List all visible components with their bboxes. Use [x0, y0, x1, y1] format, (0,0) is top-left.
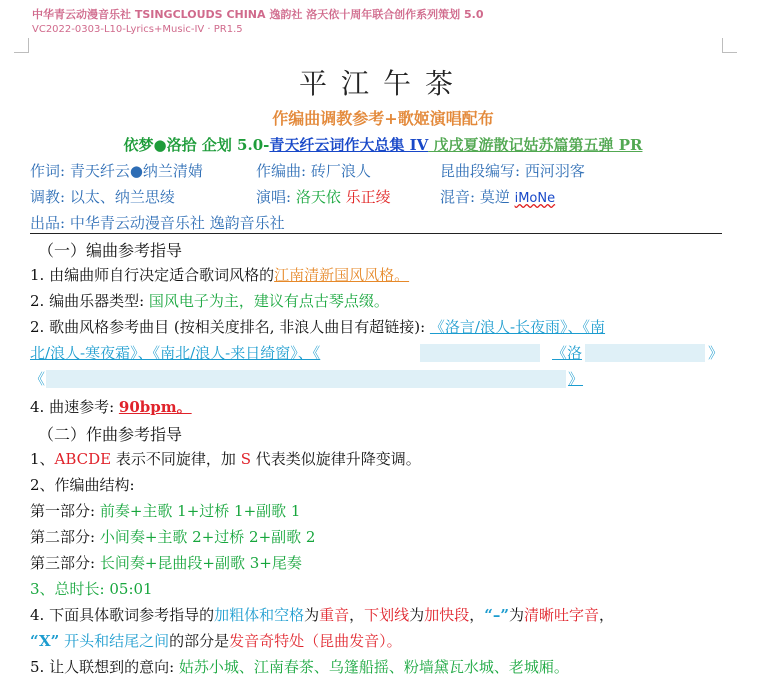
structure-part-2	[30, 526, 315, 547]
style-highlight: 江南清新国风风格。	[274, 266, 410, 284]
speedup-key: 加快段	[424, 606, 470, 624]
credit-mix-label: 混音: 莫逆	[440, 188, 515, 206]
credit-lyricist: 作词: 青天纤云●纳兰清婧	[30, 162, 203, 180]
section-divider	[30, 233, 722, 234]
s1-line-3	[30, 316, 605, 337]
reference-link-close: 》	[708, 344, 724, 362]
s2-line-5	[30, 656, 569, 677]
s1-line-4	[30, 396, 192, 417]
bold-space-key: 加粗体和空格	[214, 606, 305, 624]
part-3-label: 第三部分:	[30, 554, 100, 572]
part-1-content: 前奏+主歌 1+过桥 1+副歌 1	[99, 502, 301, 520]
reference-link-partial	[552, 342, 582, 363]
credit-kunqu: 昆曲段编写: 西河羽客	[440, 162, 585, 180]
section-1-heading: （一）编曲参考指导	[38, 241, 183, 260]
kunqu-pronunciation: 发音奇特处（昆曲发音）。	[229, 632, 402, 650]
s2-line-4-cont-text: 的部分是	[169, 632, 230, 650]
x-range: 开头和结尾之间	[59, 632, 170, 650]
reference-link-4-end	[568, 368, 583, 389]
project-name: 依梦●洛拾 企划 5.0-	[123, 136, 270, 154]
project-line	[0, 134, 766, 155]
collection-link[interactable]: 青天纤云词作大总集 IV	[269, 136, 429, 154]
variation-letter: S	[240, 450, 251, 468]
s2-line-4-text: 4. 下面具体歌词参考指导的	[30, 606, 215, 624]
clear-diction-key: 清晰吐字音	[524, 606, 600, 624]
s1-line-4-text: 4. 曲速参考:	[30, 398, 119, 416]
vocal-yuezhengling: 乐正绫	[345, 188, 391, 206]
credit-vocal-label: 演唱:	[256, 188, 296, 206]
structure-part-3	[30, 552, 302, 573]
s2-line-4-w1: 为	[304, 606, 320, 624]
s2-line-1-mid: 表示不同旋律，加	[111, 450, 241, 468]
tempo-value: 90bpm。	[118, 398, 192, 416]
total-duration: 3、总时长: 05:01	[30, 580, 153, 598]
reference-link-4-close: 》	[568, 370, 584, 388]
structure-part-1	[30, 500, 300, 521]
s2-line-5-text: 5. 让人联想到的意向:	[30, 658, 179, 676]
melody-letters: ABCDE	[54, 450, 112, 468]
vocal-luotianyi: 洛天依	[295, 188, 341, 206]
imagery-list: 姑苏小城、江南春茶、乌篷船摇、粉墙黛瓦水城、老城厢。	[178, 658, 569, 676]
s1-line-3-cont	[30, 342, 320, 363]
doc-header-line2: VC2022-0303-L10-Lyrics+Music-IV · PR1.5	[32, 24, 243, 35]
s2-line-2: 2、作编曲结构:	[30, 476, 135, 494]
reference-link-end	[708, 342, 723, 363]
credit-mixing	[440, 186, 555, 207]
blurred-link-1	[420, 344, 540, 362]
reference-link-1[interactable]: 《洛言/浪人-长夜雨》、《南	[429, 318, 606, 336]
s2-line-4-c2: ，	[469, 606, 485, 624]
s1-line-3-text: 2. 歌曲风格参考曲目 (按相关度排名, 非浪人曲目有超链接):	[30, 318, 430, 336]
dash-key: “–”	[484, 606, 509, 624]
crop-mark-left	[14, 38, 29, 53]
blurred-link-2	[585, 344, 705, 362]
accent-key: 重音	[319, 606, 350, 624]
s2-line-1	[30, 448, 421, 469]
s1-line-3-cont2	[30, 368, 45, 389]
reference-links-2[interactable]: 北/浪人-寒夜霜》、《南北/浪人-来日绮窗》、《	[30, 344, 321, 362]
reference-link-4[interactable]: 《	[30, 370, 46, 388]
song-subtitle: 作编曲调教参考+歌姬演唱配布	[272, 109, 494, 128]
credit-tuning: 调教: 以太、纳兰思绫	[30, 188, 175, 206]
s2-line-4-cont	[30, 630, 402, 651]
s1-line-2-text: 2. 编曲乐器类型:	[30, 292, 149, 310]
s1-line-2	[30, 290, 389, 311]
s2-line-4-c1: ，	[349, 606, 365, 624]
credit-arranger: 作编曲: 砖厂浪人	[256, 162, 371, 180]
s1-line-1-text: 1. 由编曲师自行决定适合歌词风格的	[30, 266, 275, 284]
part-3-content: 长间奏+昆曲段+副歌 3+尾奏	[99, 554, 302, 572]
instrument-highlight: 国风电子为主，建议有点古琴点缀。	[148, 292, 389, 310]
s1-line-1	[30, 264, 409, 285]
doc-header-line1: 中华青云动漫音乐社 TSINGCLOUDS CHINA 逸韵社 洛天依十周年联合创作系列策划 5.0	[32, 8, 484, 21]
series-link[interactable]: 戊戌夏游散记姑苏篇第五弹 PR	[428, 136, 643, 154]
mixer-name: iMoNe	[514, 191, 556, 206]
underline-key: 下划线	[364, 606, 410, 624]
s2-line-4	[30, 604, 614, 625]
song-title: 平江午茶	[298, 67, 467, 100]
part-1-label: 第一部分:	[30, 502, 100, 520]
x-key: “X”	[30, 632, 60, 650]
crop-mark-right	[722, 38, 737, 53]
section-2-heading: （二）作曲参考指导	[38, 425, 183, 444]
s2-line-1-end: 代表类似旋律升降变调。	[250, 450, 421, 468]
s2-line-4-w3: 为	[508, 606, 524, 624]
credit-vocal	[256, 186, 391, 207]
part-2-label: 第二部分:	[30, 528, 100, 546]
s2-line-1-prefix: 1、	[30, 450, 55, 468]
s2-line-4-w2: 为	[409, 606, 425, 624]
s2-line-4-c3: ，	[599, 606, 615, 624]
credit-publisher: 出品: 中华青云动漫音乐社 逸韵音乐社	[30, 214, 285, 232]
blurred-link-3	[46, 370, 566, 388]
part-2-content: 小间奏+主歌 2+过桥 2+副歌 2	[99, 528, 316, 546]
reference-link-3[interactable]: 《洛	[552, 344, 583, 362]
